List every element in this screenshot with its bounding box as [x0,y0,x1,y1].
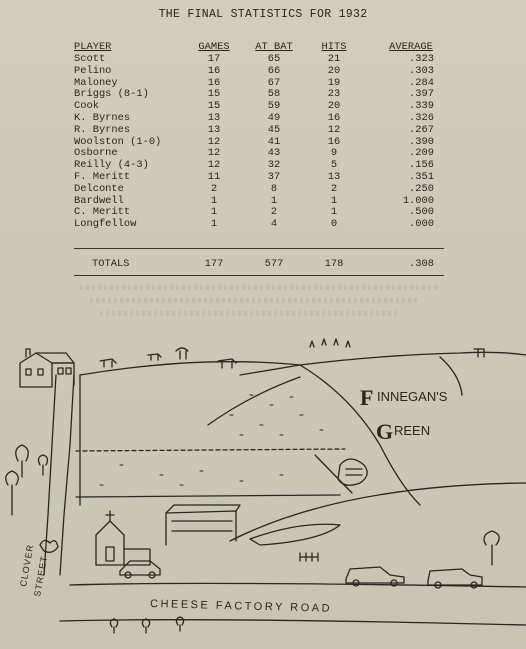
hits-cell: 5 [330,159,338,172]
hits-cell: 0 [330,218,338,231]
field-initial-g: G [376,419,394,444]
infield-arc [230,483,526,541]
average-cell: .339 [409,100,434,113]
player-name: F. Meritt [74,170,131,183]
diamond-drawing [250,524,340,545]
player-name: R. Byrnes [74,123,131,136]
games-cell: 11 [207,170,221,183]
games-cell: 16 [207,64,221,77]
games-cell: 1 [210,194,218,207]
field-boundary [80,365,300,505]
horizon-hill-line [80,352,526,375]
church-drawing [96,511,150,565]
average-cell: .397 [409,88,434,101]
tree-drawing [16,445,29,477]
table-row [74,137,444,149]
totals-label: TOTALS [92,258,130,270]
page-title: THE FINAL STATISTICS FOR 1932 [158,8,368,21]
finnegans-green-sketch [0,335,526,649]
street-label-clover: CLOVER [18,543,36,588]
at-bat-cell: 1 [270,194,278,207]
average-cell: .500 [409,206,434,219]
games-cell: 13 [207,111,221,124]
games-cell: 12 [207,159,221,172]
average-cell: 1.000 [402,194,434,207]
at-bat-cell: 43 [267,147,281,160]
field-initial-f: F [360,385,374,410]
header-games: GAMES [198,41,230,53]
totals-games: 177 [204,258,224,270]
hits-cell: 1 [330,206,338,219]
average-cell: .284 [409,76,434,89]
hits-cell: 23 [327,88,341,101]
average-cell: .267 [409,123,434,136]
at-bat-cell: 41 [267,135,281,148]
games-cell: 12 [207,147,221,160]
shed-drawing [166,505,240,545]
at-bat-cell: 4 [270,218,278,231]
player-name: Pelino [74,64,112,77]
hits-cell: 9 [330,147,338,160]
hits-cell: 1 [330,194,338,207]
totals-hits: 178 [324,258,344,270]
average-cell: .000 [409,218,434,231]
bleed-through-line [80,285,440,290]
player-name: C. Meritt [74,206,131,219]
table-row [74,113,444,125]
outfield-slope [208,377,300,425]
totals-average: .308 [409,258,434,270]
scoreboard-drawing [338,459,367,485]
average-cell: .390 [409,135,434,148]
grass-marks [100,395,323,485]
player-name: Osborne [74,147,118,160]
shrub-drawing [40,540,58,552]
hits-cell: 20 [327,64,341,77]
header-hits: HITS [321,41,347,53]
player-name: Maloney [74,76,118,89]
totals-at-bat: 577 [264,258,284,270]
totals-divider [74,248,444,249]
games-cell: 1 [210,206,218,219]
farmhouse-drawing [20,349,74,387]
at-bat-cell: 66 [267,64,281,77]
games-cell: 15 [207,100,221,113]
hits-cell: 21 [327,53,341,65]
header-average: AVERAGE [389,41,433,53]
average-cell: .326 [409,111,434,124]
table-row [74,66,444,78]
spectators-drawing [300,553,318,561]
player-name: Bardwell [74,194,124,207]
games-cell: 1 [210,218,218,231]
hits-cell: 20 [327,100,341,113]
parked-car-drawing [120,561,160,578]
player-name: Woolston (1-0) [74,135,162,148]
bleed-through-line [100,311,400,316]
games-cell: 12 [207,135,221,148]
player-name: Scott [74,53,106,65]
hits-cell: 16 [327,135,341,148]
clover-street-edge [44,375,56,575]
table-row [74,54,444,66]
totals-row [74,257,444,271]
totals-underline [74,275,444,276]
hits-cell: 16 [327,111,341,124]
at-bat-cell: 67 [267,76,281,89]
hits-cell: 19 [327,76,341,89]
fence-line [76,495,340,497]
player-name: Briggs (8-1) [74,88,149,101]
street-label-street: STREET [32,554,50,598]
at-bat-cell: 2 [270,206,278,219]
table-row [74,89,444,101]
table-row [74,184,444,196]
average-cell: .250 [409,182,434,195]
at-bat-cell: 49 [267,111,281,124]
games-cell: 2 [210,182,218,195]
at-bat-cell: 45 [267,123,281,136]
player-name: Reilly (4-3) [74,159,149,172]
header-at-bat: AT BAT [255,41,293,53]
road-label: CHEESE FACTORY ROAD [149,598,333,615]
at-bat-cell: 65 [267,53,281,65]
cheese-factory-road-edge [70,583,526,587]
at-bat-cell: 59 [267,100,281,113]
games-cell: 16 [207,76,221,89]
table-row [74,219,444,231]
player-name: Delconte [74,182,124,195]
statistics-table [74,40,444,231]
hits-cell: 2 [330,182,338,195]
at-bat-cell: 37 [267,170,281,183]
average-cell: .323 [409,53,434,65]
at-bat-cell: 32 [267,159,281,172]
player-name: Cook [74,100,99,113]
average-cell: .351 [409,170,434,183]
bleed-through-line [90,298,420,303]
table-row [74,125,444,137]
scoreboard-lines [346,469,362,475]
field-name-line-2: REEN [394,423,431,438]
table-body [74,54,444,231]
average-cell: .209 [409,147,434,160]
at-bat-cell: 58 [267,88,281,101]
fence-line [76,449,345,451]
header-player: PLAYER [74,41,112,53]
at-bat-cell: 8 [270,182,278,195]
table-header-row [74,40,444,54]
tree-drawing [6,471,19,515]
table-row [74,172,444,184]
player-name: Longfellow [74,218,137,231]
field-name-line-1: INNEGAN'S [377,389,448,404]
average-cell: .303 [409,64,434,77]
clover-street-edge [60,375,74,575]
player-name: K. Byrnes [74,111,131,124]
games-cell: 17 [207,53,221,65]
parked-car-drawing [346,567,404,586]
games-cell: 15 [207,88,221,101]
average-cell: .156 [409,159,434,172]
tree-drawing [484,531,499,565]
fence-line [315,455,352,493]
tree-drawing [39,455,48,475]
games-cell: 13 [207,123,221,136]
cheese-factory-road-edge [60,620,526,625]
hits-cell: 13 [327,170,341,183]
hits-cell: 12 [327,123,341,136]
